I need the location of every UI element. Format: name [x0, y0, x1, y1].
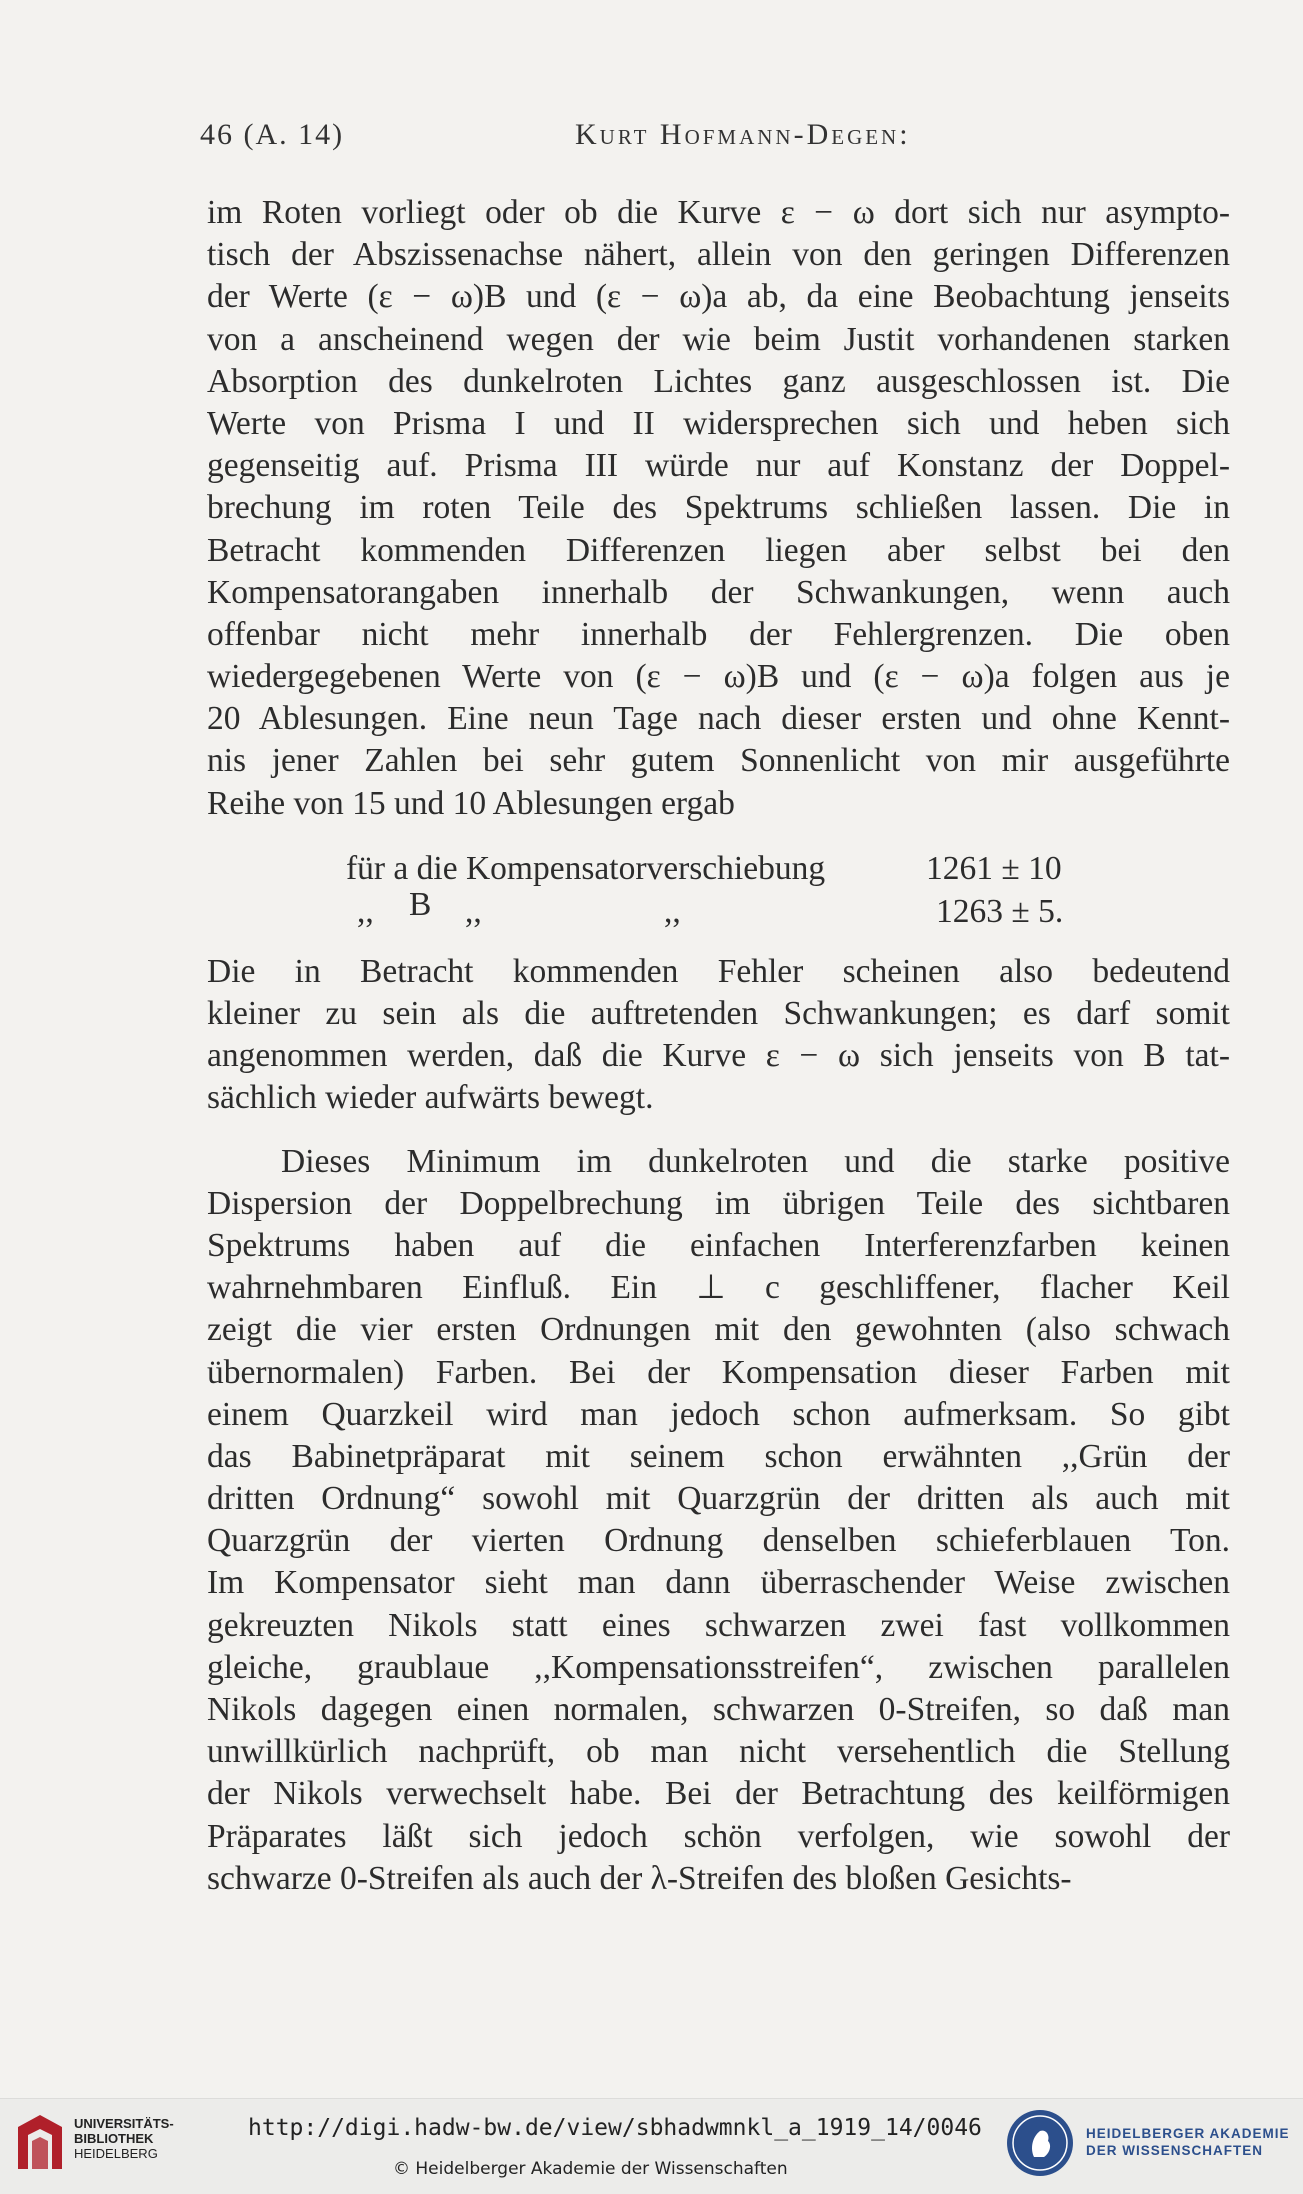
text-line: übernormalen) Farben. Bei der Kompensation dieser Farben mit: [207, 1353, 1230, 1391]
paragraph-gap: [207, 1120, 1230, 1141]
formula-value-b: 1263 ± 5.: [936, 893, 1064, 930]
text-line: Nikols dagegen einen normalen, schwarzen 0-Streifen, so daß man: [207, 1691, 1230, 1728]
text-line: Spektrums haben auf die einfachen Interferenzfarben keinen: [207, 1226, 1230, 1264]
text-line: Reihe von 15 und 10 Ablesungen ergab: [207, 784, 735, 822]
viewer-footer: [0, 2098, 1303, 2194]
text-line: Kompensatorangaben innerhalb der Schwankungen, wenn auch: [207, 573, 1230, 611]
ditto-mark: ,,: [357, 893, 374, 930]
text-line: Dispersion der Doppelbrechung im übrigen Teile des sichtbaren: [207, 1184, 1230, 1222]
page-header: [200, 118, 1203, 158]
academy-name: HEIDELBERGER AKADEMIE DER WISSENSCHAFTEN: [1086, 2126, 1290, 2158]
body-text: [207, 192, 1230, 1900]
text-line: Quarzgrün der vierten Ordnung denselben schieferblauen Ton.: [207, 1522, 1230, 1560]
text-line: kleiner zu sein als die auftretenden Schwankungen; es darf somit: [207, 995, 1230, 1032]
text-line: Absorption des dunkelroten Lichtes ganz ausgeschlossen ist. Die: [207, 362, 1230, 400]
text-line: schwarze 0-Streifen als auch der λ-Streifen des bloßen Gesichts-: [207, 1859, 1072, 1897]
text-line: einem Quarzkeil wird man jedoch schon aufmerksam. So gibt: [207, 1395, 1230, 1433]
text-line: 20 Ablesungen. Eine neun Tage nach dieser ersten und ohne Kennt-: [207, 700, 1230, 738]
text-line: dritten Ordnung“ sowohl mit Quarzgrün der dritten als auch mit: [207, 1480, 1230, 1518]
text-line: Die in Betracht kommenden Fehler scheinen also bedeutend: [207, 952, 1230, 990]
text-line: Betracht kommenden Differenzen liegen aber selbst bei den: [207, 531, 1230, 569]
formula-value-a: 1261 ± 10: [926, 850, 1062, 887]
text-line: angenommen werden, daß die Kurve ε − ω sich jenseits von B tat-: [207, 1037, 1230, 1075]
text-line: im Roten vorliegt oder ob die Kurve ε − ω dort sich nur asympto-: [207, 194, 1230, 231]
formula-label-a: für a die Kompensatorverschiebung: [346, 850, 826, 887]
text-line: tisch der Abszissenachse nähert, allein von den geringen Differenzen: [207, 236, 1230, 274]
university-library-name: UNIVERSITÄTS- BIBLIOTHEK HEIDELBERG: [74, 2116, 174, 2161]
formula-label-b: B: [409, 886, 432, 923]
formula-row-a: [346, 850, 825, 888]
text-line: sächlich wieder aufwärts bewegt.: [207, 1079, 654, 1117]
text-line: wiedergegebenen Werte von (ε − ω)B und (ε − ω)a folgen aus je: [207, 658, 1230, 696]
permalink-url[interactable]: http://digi.hadw-bw.de/view/sbhadwmnkl_a_1919_14/0046: [248, 2115, 982, 2141]
text-line: nis jener Zahlen bei sehr gutem Sonnenlicht von mir ausgeführte: [207, 742, 1230, 780]
paragraph-3: [207, 1141, 1230, 1900]
text-line: der Werte (ε − ω)B und (ε − ω)a ab, da eine Beobachtung jenseits: [207, 278, 1230, 316]
text-line: gegenseitig auf. Prisma III würde nur auf Konstanz der Doppel-: [207, 447, 1230, 485]
text-line: brechung im roten Teile des Spektrums schließen lassen. Die in: [207, 489, 1230, 527]
text-line: unwillkürlich nachprüft, ob man nicht versehentlich die Stellung: [207, 1733, 1230, 1771]
text-line: Werte von Prisma I und II widersprechen sich und heben sich: [207, 404, 1230, 442]
text-line: gekreuzten Nikols statt eines schwarzen zwei fast vollkommen: [207, 1606, 1230, 1644]
text-line: von a anscheinend wegen der wie beim Justit vorhandenen starken: [207, 320, 1230, 358]
text-line: gleiche, graublaue ,,Kompensationsstreifen“, zwischen parallelen: [207, 1648, 1230, 1686]
text-line: Im Kompensator sieht man dann überraschender Weise zwischen: [207, 1564, 1230, 1602]
university-library-logo-icon: [14, 2113, 66, 2171]
academy-seal-icon: [1006, 2109, 1074, 2177]
copyright-notice: © Heidelberger Akademie der Wissenschaften: [393, 2159, 788, 2179]
text-line: Präparates läßt sich jedoch schön verfolgen, wie sowohl der: [207, 1817, 1230, 1855]
paragraph-1: [207, 192, 1230, 825]
running-title: Kurt Hofmann-Degen:: [575, 118, 911, 151]
page-number: 46 (A. 14): [200, 118, 345, 151]
text-line: wahrnehmbaren Einfluß. Ein ⊥ c geschliffener, flacher Keil: [207, 1269, 1230, 1307]
text-line: Dieses Minimum im dunkelroten und die starke positive: [281, 1142, 1230, 1180]
text-line: zeigt die vier ersten Ordnungen mit den gewohnten (also schwach: [207, 1311, 1230, 1349]
paragraph-2: [207, 951, 1230, 1120]
text-line: der Nikols verwechselt habe. Bei der Betrachtung des keilförmigen: [207, 1775, 1230, 1813]
text-line: das Babinetpräparat mit seinem schon erwähnten ,,Grün der: [207, 1437, 1230, 1475]
text-line: offenbar nicht mehr innerhalb der Fehlergrenzen. Die oben: [207, 615, 1230, 653]
ditto-mark: ,,: [664, 893, 681, 930]
ditto-mark: ,,: [465, 893, 482, 930]
